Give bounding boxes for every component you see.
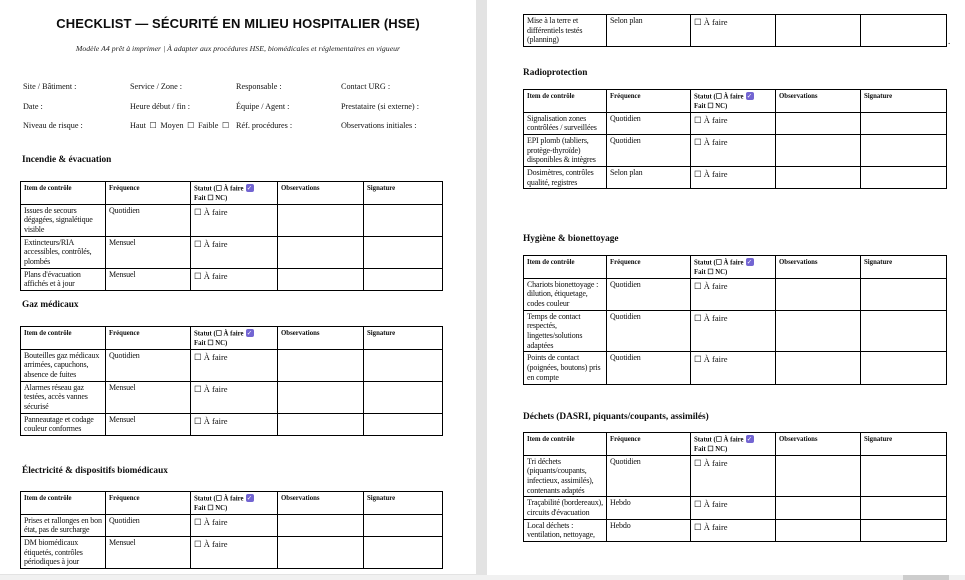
frequency-cell: Selon plan [607,15,691,47]
table-header-row [21,492,443,515]
table-header-row [524,433,947,456]
statut-cell: ☐ À faire [191,413,278,435]
table-header-row [524,90,947,113]
col-header-frequence: Fréquence [106,492,191,515]
info-label-niveau-risque: Niveau de risque : [23,121,83,130]
statut-header-text-2: Fait ☐ NC) [694,268,728,276]
item-cell: Bouteilles gaz médicaux arrimées, capuchons, absence de fuites [21,349,106,381]
item-cell: Dosimètres, contrôles qualité, registres [524,167,607,189]
section-heading-electricite: Électricité & dispositifs biomédicaux [22,466,168,476]
item-cell: Panneautage et codage couleur conformes [21,413,106,435]
table-row [21,349,443,381]
statut-cell: ☐ À faire [691,167,776,189]
table-row [524,310,947,352]
table-row [524,167,947,189]
col-header-statut [191,182,278,205]
col-header-signature: Signature [364,327,443,350]
observations-cell [278,514,364,536]
item-cell: Points de contact (poignées, boutons) pris en compte [524,352,607,384]
frequency-cell: Mensuel [106,268,191,290]
col-header-signature: Signature [364,492,443,515]
item-cell: EPI plomb (tabliers, protège-thyroïde) disponibles & intègres [524,134,607,166]
table-row [524,497,947,519]
item-cell: Issues de secours dégagées, signalétique visible [21,204,106,236]
col-header-observations: Observations [776,433,861,456]
observations-cell [278,204,364,236]
table-gaz [20,326,443,436]
statut-cell: ☐ À faire [191,536,278,568]
document-title: CHECKLIST — SÉCURITÉ EN MILIEU HOSPITALIER (HSE) [56,16,420,31]
horizontal-scrollbar-thumb[interactable] [903,575,949,580]
statut-header-text-1: Statut (☐ À faire [694,436,744,444]
info-label-ref-procedures: Réf. procédures : [236,121,293,130]
col-header-statut [691,433,776,456]
checked-checkbox-icon [246,184,254,192]
statut-cell: ☐ À faire [191,268,278,290]
statut-cell: ☐ À faire [191,381,278,413]
observations-cell [278,413,364,435]
col-header-item: Item de contrôle [21,182,106,205]
table-row [21,536,443,568]
frequency-cell: Quotidien [607,310,691,352]
table-row [21,381,443,413]
col-header-signature: Signature [364,182,443,205]
frequency-cell: Quotidien [607,455,691,497]
col-header-item: Item de contrôle [21,327,106,350]
statut-cell: ☐ À faire [691,310,776,352]
table-electricite [20,491,443,569]
risk-level-checkboxes: Haut ☐ Moyen ☐ Faible ☐ [130,121,230,130]
observations-cell [278,268,364,290]
col-header-observations: Observations [278,327,364,350]
col-header-frequence: Fréquence [607,256,691,279]
item-cell: DM biomédicaux étiquetés, contrôles périodiques à jour [21,536,106,568]
statut-cell: ☐ À faire [691,134,776,166]
col-header-observations: Observations [278,182,364,205]
statut-cell: ☐ À faire [691,15,776,47]
checked-checkbox-icon [746,435,754,443]
frequency-cell: Mensuel [106,413,191,435]
header-info-fields [23,80,471,139]
statut-header-text-2: Fait ☐ NC) [694,445,728,453]
frequency-cell: Quotidien [106,514,191,536]
item-cell: Plans d'évacuation affichés et à jour [21,268,106,290]
frequency-cell: Hebdo [607,519,691,541]
statut-cell: ☐ À faire [191,204,278,236]
table-row [524,15,947,47]
signature-cell [861,278,947,310]
table-row [524,278,947,310]
table-row [524,455,947,497]
col-header-statut [191,327,278,350]
item-cell: Tri déchets (piquants/coupants, infectieux, assimilés), contenants adaptés [524,455,607,497]
table-hygiene [523,255,947,385]
table-row [21,514,443,536]
item-cell: Alarmes réseau gaz testées, accès vannes sécurisé [21,381,106,413]
info-label-responsable: Responsable : [236,82,282,91]
frequency-cell: Selon plan [607,167,691,189]
frequency-cell: Quotidien [607,134,691,166]
statut-cell: ☐ À faire [691,352,776,384]
signature-cell [861,352,947,384]
info-label-prestataire: Prestataire (si externe) : [341,101,419,111]
signature-cell [364,204,443,236]
observations-cell [776,310,861,352]
col-header-signature: Signature [861,256,947,279]
info-label-contact-urg: Contact URG : [341,82,391,91]
frequency-cell: Quotidien [607,112,691,134]
info-label-site: Site / Bâtiment : [23,82,77,91]
item-cell: Prises et rallonges en bon état, pas de surcharge [21,514,106,536]
checked-checkbox-icon [746,92,754,100]
table-header-row [21,182,443,205]
statut-cell: ☐ À faire [191,514,278,536]
table-row [524,352,947,384]
statut-cell: ☐ À faire [691,112,776,134]
observations-cell [776,278,861,310]
frequency-cell: Mensuel [106,236,191,268]
table-row [524,134,947,166]
table-dechets [523,432,947,542]
col-header-signature: Signature [861,433,947,456]
table-electricite-continuation [523,14,947,47]
observations-cell [776,15,861,47]
table-row [21,236,443,268]
statut-header-text-2: Fait ☐ NC) [194,194,228,202]
checked-checkbox-icon [246,494,254,502]
section-heading-incendie: Incendie & évacuation [22,155,112,165]
observations-cell [776,112,861,134]
signature-cell [861,310,947,352]
signature-cell [861,134,947,166]
frequency-cell: Mensuel [106,381,191,413]
frequency-cell: Hebdo [607,497,691,519]
frequency-cell: Mensuel [106,536,191,568]
statut-header-text-1: Statut (☐ À faire [194,330,244,338]
statut-header-text-2: Fait ☐ NC) [194,504,228,512]
item-cell: Extincteurs/RIA accessibles, contrôlés, plombés [21,236,106,268]
col-header-item: Item de contrôle [524,433,607,456]
statut-cell: ☐ À faire [691,278,776,310]
observations-cell [278,236,364,268]
col-header-frequence: Fréquence [607,90,691,113]
item-cell: Chariots bionettoyage : dilution, étiquetage, codes couleur [524,278,607,310]
checked-checkbox-icon [746,258,754,266]
signature-cell [364,268,443,290]
frequency-cell: Quotidien [607,352,691,384]
signature-cell [861,112,947,134]
info-label-heure: Heure début / fin : [130,101,191,111]
item-cell: Mise à la terre et différentiels testés (planning) [524,15,607,47]
statut-header-text-1: Statut (☐ À faire [694,259,744,267]
table-radioprotection [523,89,947,189]
section-heading-gaz: Gaz médicaux [22,300,79,310]
signature-cell [364,381,443,413]
signature-cell [861,519,947,541]
signature-cell [364,236,443,268]
frequency-cell: Quotidien [106,204,191,236]
table-row [524,112,947,134]
section-heading-hygiene: Hygiène & bionettoyage [523,234,619,244]
col-header-item: Item de contrôle [524,90,607,113]
statut-header-text-1: Statut (☐ À faire [194,495,244,503]
col-header-statut [691,90,776,113]
observations-cell [776,519,861,541]
observations-cell [776,134,861,166]
item-cell: Traçabilité (bordereaux), circuits d'évacuation [524,497,607,519]
col-header-signature: Signature [861,90,947,113]
info-label-equipe: Équipe / Agent : [236,101,290,111]
col-header-observations: Observations [776,256,861,279]
table-incendie [20,181,443,291]
observations-cell [776,352,861,384]
col-header-frequence: Fréquence [106,182,191,205]
observations-cell [776,455,861,497]
signature-cell [364,349,443,381]
col-header-item: Item de contrôle [524,256,607,279]
statut-cell: ☐ À faire [691,519,776,541]
table-header-row [524,256,947,279]
statut-cell: ☐ À faire [191,236,278,268]
checked-checkbox-icon [246,329,254,337]
table-row [21,268,443,290]
observations-cell [278,381,364,413]
info-label-date: Date : [23,101,43,111]
observations-cell [278,349,364,381]
statut-header-text-1: Statut (☐ À faire [194,185,244,193]
info-label-observations-initiales: Observations initiales : [341,121,417,130]
observations-cell [776,497,861,519]
col-header-item: Item de contrôle [21,492,106,515]
signature-cell [861,167,947,189]
col-header-statut [191,492,278,515]
statut-header-text-2: Fait ☐ NC) [194,339,228,347]
observations-cell [776,167,861,189]
section-heading-dechets: Déchets (DASRI, piquants/coupants, assimilés) [523,412,709,422]
document-page-2 [487,0,965,580]
document-page-1 [0,0,476,574]
table-row [524,519,947,541]
col-header-statut [691,256,776,279]
col-header-observations: Observations [278,492,364,515]
statut-cell: ☐ À faire [691,497,776,519]
table-header-row [21,327,443,350]
text-fragment-dot: . [948,36,951,46]
item-cell: Temps de contact respectés, lingettes/solutions adaptées [524,310,607,352]
signature-cell [861,455,947,497]
col-header-frequence: Fréquence [607,433,691,456]
col-header-observations: Observations [776,90,861,113]
signature-cell [364,536,443,568]
table-row [21,413,443,435]
item-cell: Local déchets : ventilation, nettoyage, [524,519,607,541]
item-cell: Signalisation zones contrôlées / surveillées [524,112,607,134]
signature-cell [364,514,443,536]
horizontal-scrollbar-track[interactable] [0,575,965,580]
frequency-cell: Quotidien [106,349,191,381]
signature-cell [861,15,947,47]
statut-header-text-2: Fait ☐ NC) [694,102,728,110]
statut-cell: ☐ À faire [191,349,278,381]
statut-header-text-1: Statut (☐ À faire [694,93,744,101]
section-heading-radioprotection: Radioprotection [523,68,588,78]
col-header-frequence: Fréquence [106,327,191,350]
frequency-cell: Quotidien [607,278,691,310]
signature-cell [861,497,947,519]
table-row [21,204,443,236]
document-subtitle: Modèle A4 prêt à imprimer | À adapter aux procédures HSE, biomédicales et réglementaires en vigueur [75,44,401,53]
statut-cell: ☐ À faire [691,455,776,497]
info-label-service: Service / Zone : [130,82,183,91]
observations-cell [278,536,364,568]
signature-cell [364,413,443,435]
